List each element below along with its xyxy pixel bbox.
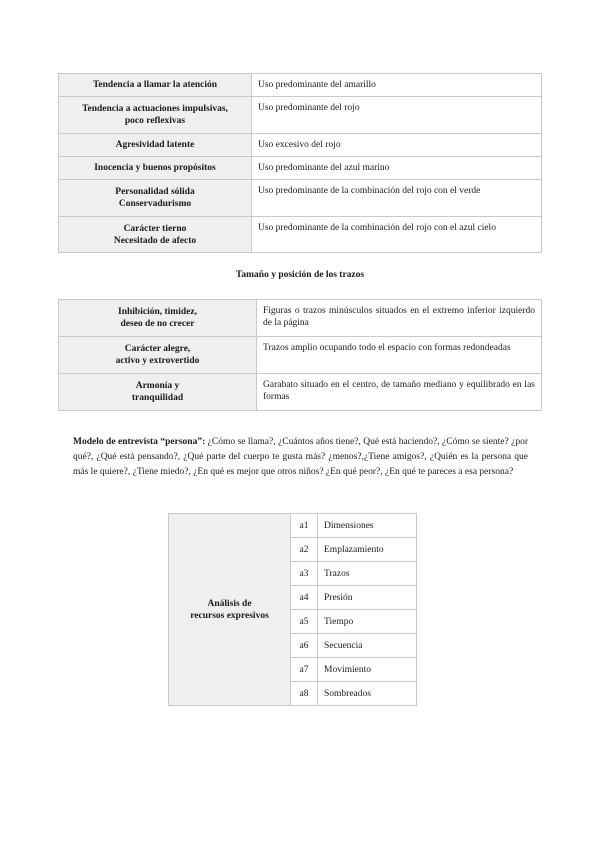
table-row bbox=[59, 97, 542, 134]
item-code: a8 bbox=[291, 682, 318, 706]
trait-text: Agresividad latente bbox=[115, 140, 195, 150]
trait-text: deseo de no crecer bbox=[120, 319, 195, 329]
trait-label bbox=[59, 97, 252, 134]
trait-text: Tendencia a llamar la atención bbox=[92, 80, 218, 90]
trait-label bbox=[59, 374, 257, 411]
item-code: a4 bbox=[291, 586, 318, 610]
section-heading: Tamaño y posición de los trazos bbox=[235, 270, 365, 280]
color-usage: Uso predominante de la combinación del rojo con el azul cielo bbox=[252, 217, 542, 253]
trait-text: Inhibición, timidez, bbox=[118, 307, 197, 317]
merged-category-label bbox=[169, 514, 291, 706]
trait-text: Armonía y bbox=[135, 381, 180, 391]
trait-text: Conservadurismo bbox=[118, 199, 192, 209]
item-name: Dimensiones bbox=[318, 514, 417, 538]
trait-text: poco reflexivas bbox=[124, 116, 186, 126]
category-text: Análisis de bbox=[207, 598, 252, 609]
trait-label bbox=[59, 180, 252, 217]
item-name: Tiempo bbox=[318, 610, 417, 634]
trait-text: Inocencia y buenos propósitos bbox=[94, 163, 216, 173]
color-usage: Uso predominante del amarillo bbox=[252, 74, 542, 97]
table-row bbox=[169, 514, 417, 538]
trait-text: Tendencia a actuaciones impulsivas, bbox=[82, 104, 228, 114]
item-name: Presión bbox=[318, 586, 417, 610]
item-code: a7 bbox=[291, 658, 318, 682]
trait-text: Necesitado de afecto bbox=[113, 235, 197, 246]
paragraph-heading: Modelo de entrevista “persona”: bbox=[73, 436, 206, 447]
item-code: a3 bbox=[291, 562, 318, 586]
trait-label bbox=[59, 300, 257, 337]
expressive-resources-table bbox=[168, 513, 417, 706]
stroke-description: Trazos amplio ocupando todo el espacio con formas redondeadas bbox=[257, 337, 542, 374]
stroke-size-table bbox=[58, 299, 542, 411]
trait-text: tranquilidad bbox=[131, 393, 184, 403]
trait-label bbox=[59, 74, 252, 97]
color-meaning-table bbox=[58, 73, 542, 253]
table-row bbox=[59, 374, 542, 411]
table-row bbox=[59, 337, 542, 374]
color-usage: Uso excesivo del rojo bbox=[252, 134, 542, 157]
stroke-description: Garabato situado en el centro, de tamaño mediano y equilibrado en las formas bbox=[257, 374, 542, 411]
stroke-description: Figuras o trazos minúsculos situados en el extremo inferior izquierdo de la página bbox=[257, 300, 542, 337]
item-code: a6 bbox=[291, 634, 318, 658]
item-name: Sombreados bbox=[318, 682, 417, 706]
interview-model-paragraph bbox=[73, 435, 528, 481]
color-usage: Uso predominante de la combinación del rojo con el verde bbox=[252, 180, 542, 217]
color-usage: Uso predominante del rojo bbox=[252, 97, 542, 134]
table-row bbox=[59, 157, 542, 180]
item-name: Movimiento bbox=[318, 658, 417, 682]
table-row bbox=[59, 74, 542, 97]
table-row bbox=[59, 300, 542, 337]
item-code: a2 bbox=[291, 538, 318, 562]
table-row bbox=[59, 180, 542, 217]
item-name: Emplazamiento bbox=[318, 538, 417, 562]
item-name: Secuencia bbox=[318, 634, 417, 658]
trait-text: activo y extrovertido bbox=[115, 356, 200, 366]
category-text: recursos expresivos bbox=[190, 610, 269, 621]
trait-text: Personalidad sólida bbox=[115, 187, 195, 197]
table-row bbox=[59, 134, 542, 157]
item-name: Trazos bbox=[318, 562, 417, 586]
item-code: a1 bbox=[291, 514, 318, 538]
item-code: a5 bbox=[291, 610, 318, 634]
color-usage: Uso predominante del azul marino bbox=[252, 157, 542, 180]
trait-label bbox=[59, 134, 252, 157]
table-row bbox=[59, 217, 542, 253]
trait-label bbox=[59, 157, 252, 180]
paragraph-body: ¿Cómo se llama?, ¿Cuántos años tiene?, Qué está haciendo?, ¿Cómo se siente? ¿por qué?, ¿Qué está pensando?, ¿Qué parte del cuerpo te gusta más? ¿menos?,¿Tiene amigos?, ¿Quién es la persona que más le quiere?, ¿Tiene miedo?, ¿En qué es mejor que otros niños? ¿En qué peor?, ¿En qué te pareces a esa persona? bbox=[73, 436, 528, 478]
trait-label bbox=[59, 337, 257, 374]
trait-text: Carácter tierno bbox=[123, 223, 187, 234]
trait-text: Carácter alegre, bbox=[124, 344, 191, 354]
trait-label bbox=[59, 217, 252, 253]
